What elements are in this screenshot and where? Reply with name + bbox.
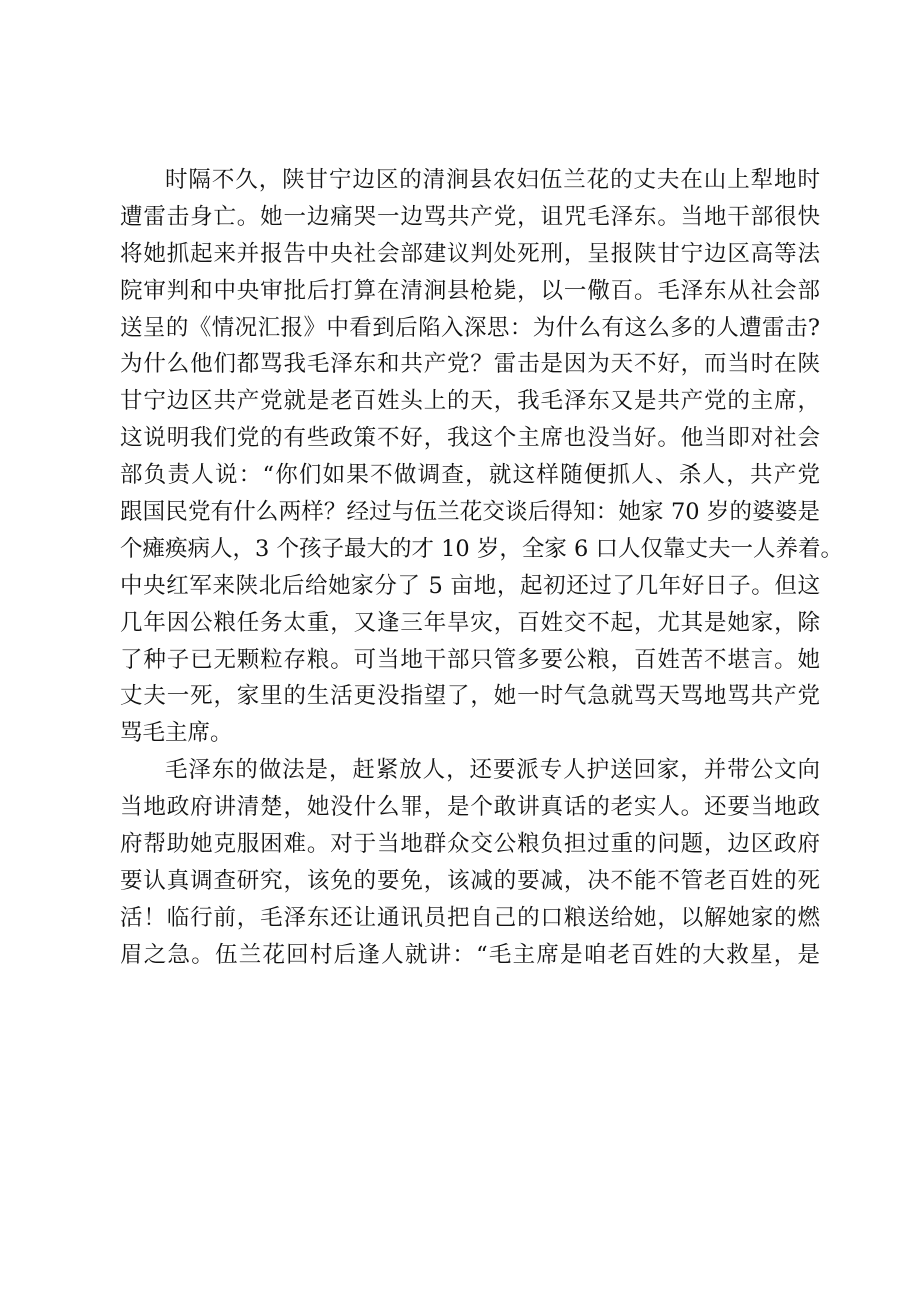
paragraph-line: 个瘫痪病人，3 个孩子最大的才 10 岁，全家 6 口人仅靠丈夫一人养着。 <box>120 535 844 562</box>
paragraph-line: 部负责人说：“你们如果不做调查，就这样随便抓人、杀人，共产党 <box>120 462 820 489</box>
paragraph-line: 时隔不久，陕甘宁边区的清涧县农妇伍兰花的丈夫在山上犁地时 <box>165 167 820 193</box>
paragraph-line: 当地政府讲清楚，她没什么罪，是个敢讲真话的老实人。还要当地政 <box>120 794 820 821</box>
paragraph-line: 眉之急。伍兰花回村后逢人就讲：“毛主席是咱老百姓的大救星，是 <box>120 941 820 968</box>
paragraph-2 <box>120 752 820 973</box>
document-body <box>120 162 844 974</box>
paragraph-line: 为什么他们都骂我毛泽东和共产党？雷击是因为天不好，而当时在陕 <box>120 351 820 378</box>
paragraph-line: 活！临行前，毛泽东还让通讯员把自己的口粮送给她，以解她家的燃 <box>120 904 820 931</box>
paragraph-line: 毛泽东的做法是，赶紧放人，还要派专人护送回家，并带公文向 <box>165 757 820 784</box>
paragraph-line: 要认真调查研究，该免的要免，该减的要减，决不能不管老百姓的死 <box>120 867 820 894</box>
paragraph-line: 甘宁边区共产党就是老百姓头上的天，我毛泽东又是共产党的主席， <box>120 388 820 415</box>
paragraph-line: 几年因公粮任务太重，又逢三年旱灾，百姓交不起，尤其是她家，除 <box>120 609 820 636</box>
paragraph-line: 了种子已无颗粒存粮。可当地干部只管多要公粮，百姓苦不堪言。她 <box>120 646 820 673</box>
paragraph-line: 中央红军来陕北后给她家分了 5 亩地，起初还过了几年好日子。但这 <box>120 572 820 599</box>
paragraph-line: 丈夫一死，家里的生活更没指望了，她一时气急就骂天骂地骂共产党 <box>120 683 820 710</box>
paragraph-1 <box>120 162 844 752</box>
paragraph-line: 遭雷击身亡。她一边痛哭一边骂共产党，诅咒毛泽东。当地干部很快 <box>120 203 820 230</box>
paragraph-line: 送呈的《情况汇报》中看到后陷入深思：为什么有这么多的人遭雷击? <box>120 314 820 341</box>
paragraph-line: 这说明我们党的有些政策不好，我这个主席也没当好。他当即对社会 <box>120 425 820 452</box>
paragraph-line: 跟国民党有什么两样？经过与伍兰花交谈后得知：她家 70 岁的婆婆是 <box>120 499 820 526</box>
paragraph-line: 府帮助她克服困难。对于当地群众交公粮负担过重的问题，边区政府 <box>120 831 820 858</box>
paragraph-line: 将她抓起来并报告中央社会部建议判处死刑，呈报陕甘宁边区高等法 <box>120 240 820 267</box>
paragraph-line: 院审判和中央审批后打算在清涧县枪毙，以一儆百。毛泽东从社会部 <box>120 277 820 304</box>
paragraph-line: 骂毛主席。 <box>120 720 233 747</box>
